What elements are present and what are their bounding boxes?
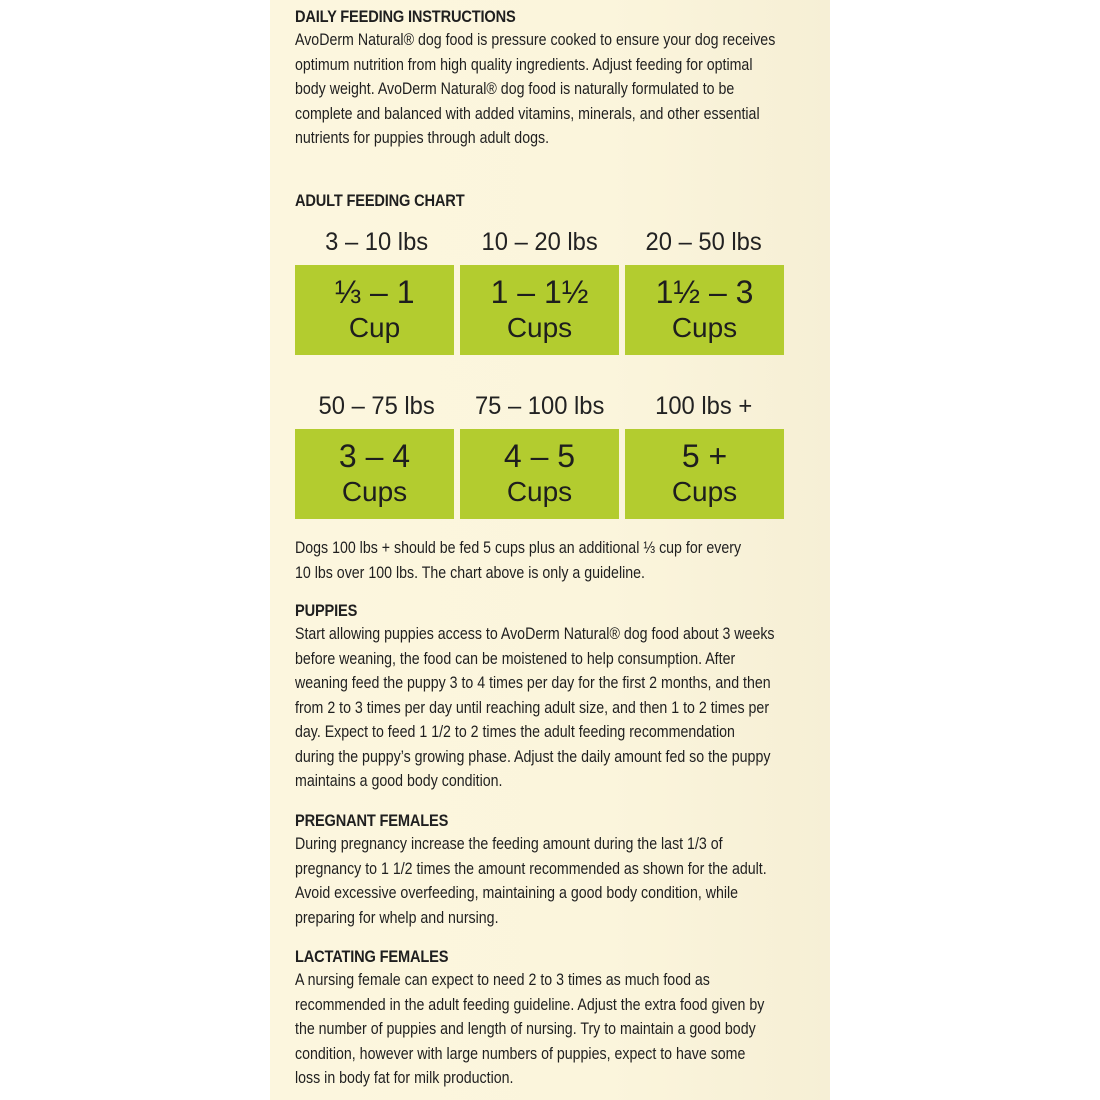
adult-chart-section <box>295 190 795 212</box>
amount-unit: Cups <box>506 312 573 343</box>
amount-box <box>625 265 784 355</box>
weight-labels-row <box>295 392 785 421</box>
chart-note-line: Dogs 100 lbs + should be fed 5 cups plus an additional ⅓ cup for every <box>295 539 742 557</box>
weight-label: 3 – 10 lbs <box>325 228 429 256</box>
weight-label: 50 – 75 lbs <box>318 392 435 420</box>
amount-box <box>625 429 784 519</box>
chart-row-1 <box>295 228 795 355</box>
weight-label: 75 – 100 lbs <box>475 392 605 420</box>
amount-value: 5 + <box>681 438 728 474</box>
daily-feeding-section <box>295 6 795 151</box>
amount-box <box>460 265 619 355</box>
lactating-line: recommended in the adult feeding guideline. Adjust the extra food given by <box>295 995 765 1014</box>
amount-box <box>295 429 454 519</box>
puppies-line: during the puppy’s growing phase. Adjust the daily amount fed so the puppy <box>295 747 771 766</box>
puppies-section <box>295 600 795 794</box>
amount-value: 4 – 5 <box>503 438 576 474</box>
pregnant-line: pregnancy to 1 1/2 times the amount recommended as shown for the adult. <box>295 859 767 878</box>
pregnant-heading: PREGNANT FEMALES <box>295 811 449 830</box>
puppies-heading: PUPPIES <box>295 601 358 620</box>
amount-unit: Cups <box>506 476 573 507</box>
weight-label: 100 lbs + <box>654 392 752 420</box>
chart-note-line: 10 lbs over 100 lbs. The chart above is only a guideline. <box>295 563 645 582</box>
daily-feeding-heading: DAILY FEEDING INSTRUCTIONS <box>295 7 516 26</box>
puppies-line: maintains a good body condition. <box>295 772 503 790</box>
weight-label: 20 – 50 lbs <box>645 228 762 256</box>
pregnant-section <box>295 810 795 930</box>
weight-label: 10 – 20 lbs <box>481 228 599 256</box>
amount-value: 1½ – 3 <box>655 274 754 310</box>
lactating-section <box>295 946 795 1091</box>
amount-value: ⅓ – 1 <box>334 274 415 310</box>
lactating-line: condition, however with large numbers of puppies, expect to have some <box>295 1044 746 1063</box>
amount-boxes-row <box>295 429 795 519</box>
amount-box <box>460 429 619 519</box>
lactating-heading: LACTATING FEMALES <box>295 947 449 966</box>
daily-feeding-line: AvoDerm Natural® dog food is pressure cooked to ensure your dog receives <box>295 31 776 49</box>
amount-unit: Cups <box>341 476 408 507</box>
adult-chart-title: ADULT FEEDING CHART <box>295 191 465 210</box>
amount-value: 1 – 1½ <box>490 274 589 310</box>
lactating-line: the number of puppies and length of nursing. Try to maintain a good body <box>295 1020 756 1038</box>
daily-feeding-line: complete and balanced with added vitamins, minerals, and other essential <box>295 104 760 123</box>
puppies-line: from 2 to 3 times per day until reaching adult size, and then 1 to 2 times per <box>295 698 770 717</box>
amount-value: 3 – 4 <box>338 438 411 474</box>
amount-boxes-row <box>295 265 795 355</box>
weight-labels-row <box>295 228 785 257</box>
amount-box <box>295 265 454 355</box>
puppies-line: weaning feed the puppy 3 to 4 times per day for the first 2 months, and then <box>295 674 771 692</box>
daily-feeding-line: optimum nutrition from high quality ingredients. Adjust feeding for optimal <box>295 55 753 74</box>
pregnant-line: preparing for whelp and nursing. <box>295 908 499 927</box>
pregnant-line: During pregnancy increase the feeding amount during the last 1/3 of <box>295 835 723 853</box>
lactating-line: A nursing female can expect to need 2 to 3 times as much food as <box>295 971 710 989</box>
pregnant-line: Avoid excessive overfeeding, maintaining a good body condition, while <box>295 884 739 902</box>
amount-unit: Cups <box>671 476 738 507</box>
puppies-line: day. Expect to feed 1 1/2 to 2 times the adult feeding recommendation <box>295 723 735 741</box>
daily-feeding-line: body weight. AvoDerm Natural® dog food is naturally formulated to be <box>295 80 735 98</box>
puppies-line: Start allowing puppies access to AvoDerm Natural® dog food about 3 weeks <box>295 625 775 643</box>
puppies-line: before weaning, the food can be moistened to help consumption. After <box>295 649 736 668</box>
daily-feeding-line: nutrients for puppies through adult dogs. <box>295 129 550 147</box>
amount-unit: Cups <box>671 312 738 343</box>
chart-note <box>295 536 795 585</box>
amount-unit: Cup <box>348 312 401 343</box>
chart-row-2 <box>295 392 795 519</box>
lactating-line: loss in body fat for milk production. <box>295 1069 514 1087</box>
